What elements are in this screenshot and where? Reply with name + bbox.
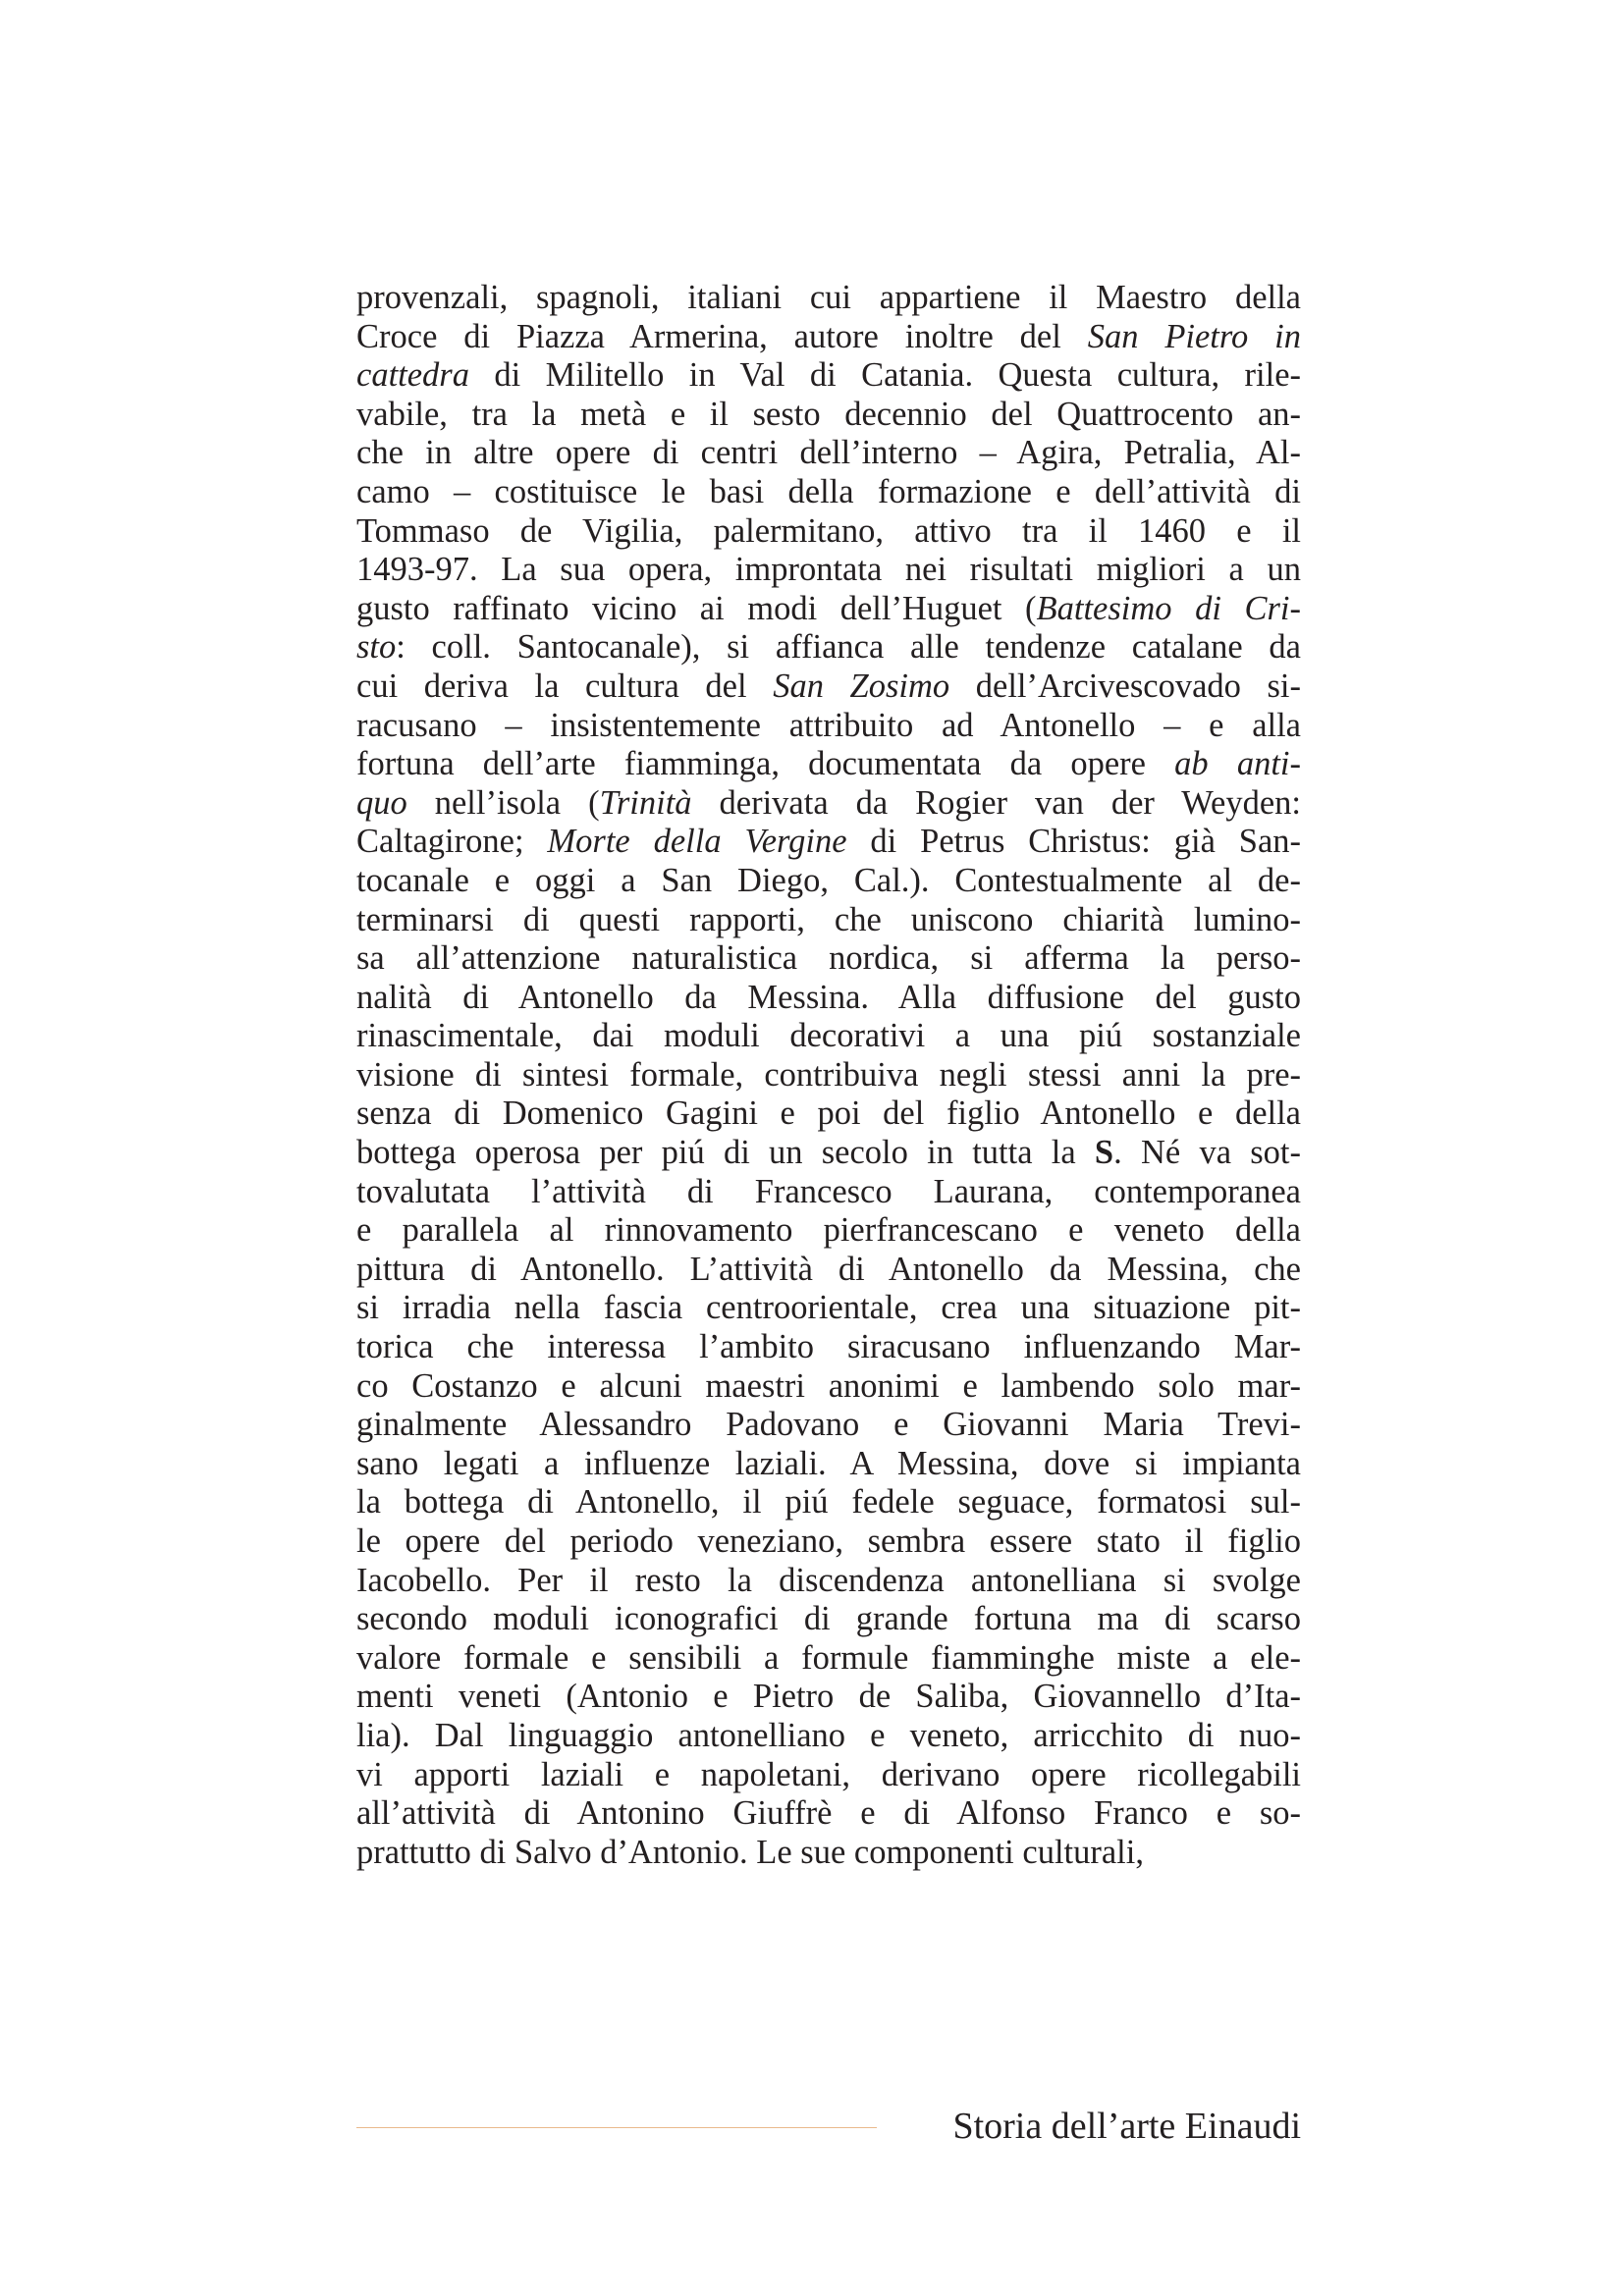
text-run: lia). Dal linguaggio antonelliano e veneto, arricchito di nuo-: [356, 1716, 1301, 1754]
text-line: [356, 396, 1301, 435]
text-run: fortuna dell’arte fiamminga, documentata da opere: [356, 745, 1175, 783]
text-run: vi apporti laziali e napoletani, derivano opere ricollegabili: [356, 1755, 1301, 1793]
text-run: Croce di Piazza Armerina, autore inoltre del: [356, 317, 1088, 355]
text-line: [356, 1367, 1301, 1407]
text-line: [356, 318, 1301, 357]
text-line: [356, 1522, 1301, 1562]
text-line: [356, 745, 1301, 784]
text-run: secondo moduli iconografici di grande fortuna ma di scarso: [356, 1600, 1301, 1638]
text-run: Tommaso de Vigilia, palermitano, attivo tra il 1460 e il: [356, 511, 1301, 550]
text-run: gusto raffinato vicino ai modi dell’Huguet (: [356, 589, 1037, 627]
footer-rule: [356, 2127, 877, 2128]
italic-run: San Pietro in: [1087, 317, 1301, 355]
body-text: [356, 279, 1301, 1872]
text-run: pittura di Antonello. L’attività di Antonello da Messina, che: [356, 1250, 1301, 1288]
italic-run: quo: [356, 783, 407, 822]
text-run: provenzali, spagnoli, italiani cui appartiene il Maestro della: [356, 279, 1301, 316]
text-run: valore formale e sensibili a formule fiamminghe miste a ele-: [356, 1638, 1301, 1677]
text-line: [356, 434, 1301, 473]
text-run: sa all’attenzione naturalistica nordica, si afferma la perso-: [356, 939, 1301, 978]
text-run: visione di sintesi formale, contribuiva negli stessi anni la pre-: [356, 1055, 1301, 1094]
text-run: co Costanzo e alcuni maestri anonimi e lambendo solo mar-: [356, 1366, 1301, 1405]
text-line: [356, 1794, 1301, 1834]
text-run: ginalmente Alessandro Padovano e Giovanni Maria Trevi-: [356, 1406, 1301, 1444]
text-line: [356, 1056, 1301, 1095]
text-line: [356, 1756, 1301, 1795]
text-run: rinascimentale, dai moduli decorativi a una piú sostanziale: [356, 1017, 1301, 1055]
text-line: [356, 1406, 1301, 1445]
text-line: [356, 279, 1301, 318]
text-run: all’attività di Antonino Giuffrè e di Alfonso Franco e so-: [356, 1794, 1301, 1833]
text-line: [356, 901, 1301, 940]
italic-run: Trinità: [599, 783, 692, 822]
text-line: [356, 1483, 1301, 1522]
italic-run: San Zosimo: [773, 667, 950, 705]
text-line: [356, 473, 1301, 512]
text-line: [356, 667, 1301, 707]
text-run: tovalutata l’attività di Francesco Laurana, contemporanea: [356, 1172, 1301, 1210]
text-run: si irradia nella fascia centroorientale, crea una situazione pit-: [356, 1289, 1301, 1327]
italic-run: Battesimo di Cri-: [1036, 589, 1301, 627]
text-run: di Petrus Christus: già San-: [846, 823, 1301, 861]
text-run: dell’Arcivescovado si-: [949, 667, 1301, 705]
text-run: la bottega di Antonello, il piú fedele seguace, formatosi sul-: [356, 1483, 1301, 1522]
text-line: [356, 1134, 1301, 1173]
text-line: [356, 1211, 1301, 1251]
text-run: bottega operosa per piú di un secolo in tutta la: [356, 1134, 1095, 1172]
italic-run: sto: [356, 628, 397, 667]
text-run: che in altre opere di centri dell’interno – Agira, Petralia, Al-: [356, 434, 1301, 472]
text-line: [356, 1562, 1301, 1601]
series-title: Storia dell’arte Einaudi: [952, 2106, 1301, 2147]
text-run: cui deriva la cultura del: [356, 667, 774, 705]
text-run: torica che interessa l’ambito siracusano influenzando Mar-: [356, 1328, 1301, 1366]
text-line: [356, 1095, 1301, 1134]
text-line: [356, 979, 1301, 1018]
text-run: menti veneti (Antonio e Pietro de Saliba, Giovannello d’Ita-: [356, 1678, 1301, 1716]
text-line: [356, 707, 1301, 746]
text-line: [356, 784, 1301, 824]
text-run: senza di Domenico Gagini e poi del figlio Antonello e della: [356, 1095, 1301, 1133]
text-line: [356, 1834, 1301, 1873]
text-run: racusano – insistentemente attribuito ad Antonello – e alla: [356, 706, 1301, 744]
text-run: nalità di Antonello da Messina. Alla diffusione del gusto: [356, 978, 1301, 1016]
bold-run: S: [1094, 1134, 1114, 1172]
text-run: Caltagirone;: [356, 823, 548, 861]
text-line: [356, 1445, 1301, 1484]
text-line: [356, 1328, 1301, 1367]
text-run: di Militello in Val di Catania. Questa cultura, rile-: [468, 356, 1301, 395]
text-run: prattutto di Salvo d’Antonio. Le sue componenti culturali,: [356, 1833, 1144, 1871]
text-line: [356, 1289, 1301, 1328]
text-line: [356, 628, 1301, 667]
italic-run: cattedra: [356, 356, 469, 395]
italic-run: Morte della Vergine: [547, 823, 847, 861]
text-line: [356, 862, 1301, 901]
text-run: camo – costituisce le basi della formazione e dell’attività di: [356, 472, 1301, 510]
text-line: [356, 1678, 1301, 1717]
text-line: [356, 1017, 1301, 1056]
text-line: [356, 1173, 1301, 1212]
text-line: [356, 939, 1301, 979]
text-run: nell’isola (: [406, 783, 600, 822]
text-run: : coll. Santocanale), si affianca alle tendenze catalane da: [396, 628, 1301, 667]
text-run: le opere del periodo veneziano, sembra essere stato il figlio: [356, 1522, 1301, 1560]
text-run: sano legati a influenze laziali. A Messina, dove si impianta: [356, 1444, 1301, 1482]
text-line: [356, 1600, 1301, 1639]
italic-run: ab anti-: [1174, 745, 1301, 783]
text-run: vabile, tra la metà e il sesto decennio del Quattrocento an-: [356, 395, 1301, 433]
text-line: [356, 512, 1301, 552]
text-line: [356, 551, 1301, 590]
text-line: [356, 823, 1301, 862]
text-run: derivata da Rogier van der Weyden:: [691, 783, 1302, 822]
text-line: [356, 356, 1301, 396]
text-run: . Né va sot-: [1113, 1134, 1301, 1172]
page-footer: [356, 2102, 1301, 2151]
text-line: [356, 1717, 1301, 1756]
text-run: Iacobello. Per il resto la discendenza antonelliana si svolge: [356, 1561, 1301, 1599]
text-line: [356, 1251, 1301, 1290]
text-run: tocanale e oggi a San Diego, Cal.). Contestualmente al de-: [356, 861, 1301, 899]
text-run: e parallela al rinnovamento pierfrancescano e veneto della: [356, 1211, 1301, 1250]
text-line: [356, 590, 1301, 629]
text-run: 1493-97. La sua opera, improntata nei risultati migliori a un: [356, 551, 1301, 589]
text-line: [356, 1639, 1301, 1679]
text-run: terminarsi di questi rapporti, che uniscono chiarità lumino-: [356, 900, 1301, 938]
